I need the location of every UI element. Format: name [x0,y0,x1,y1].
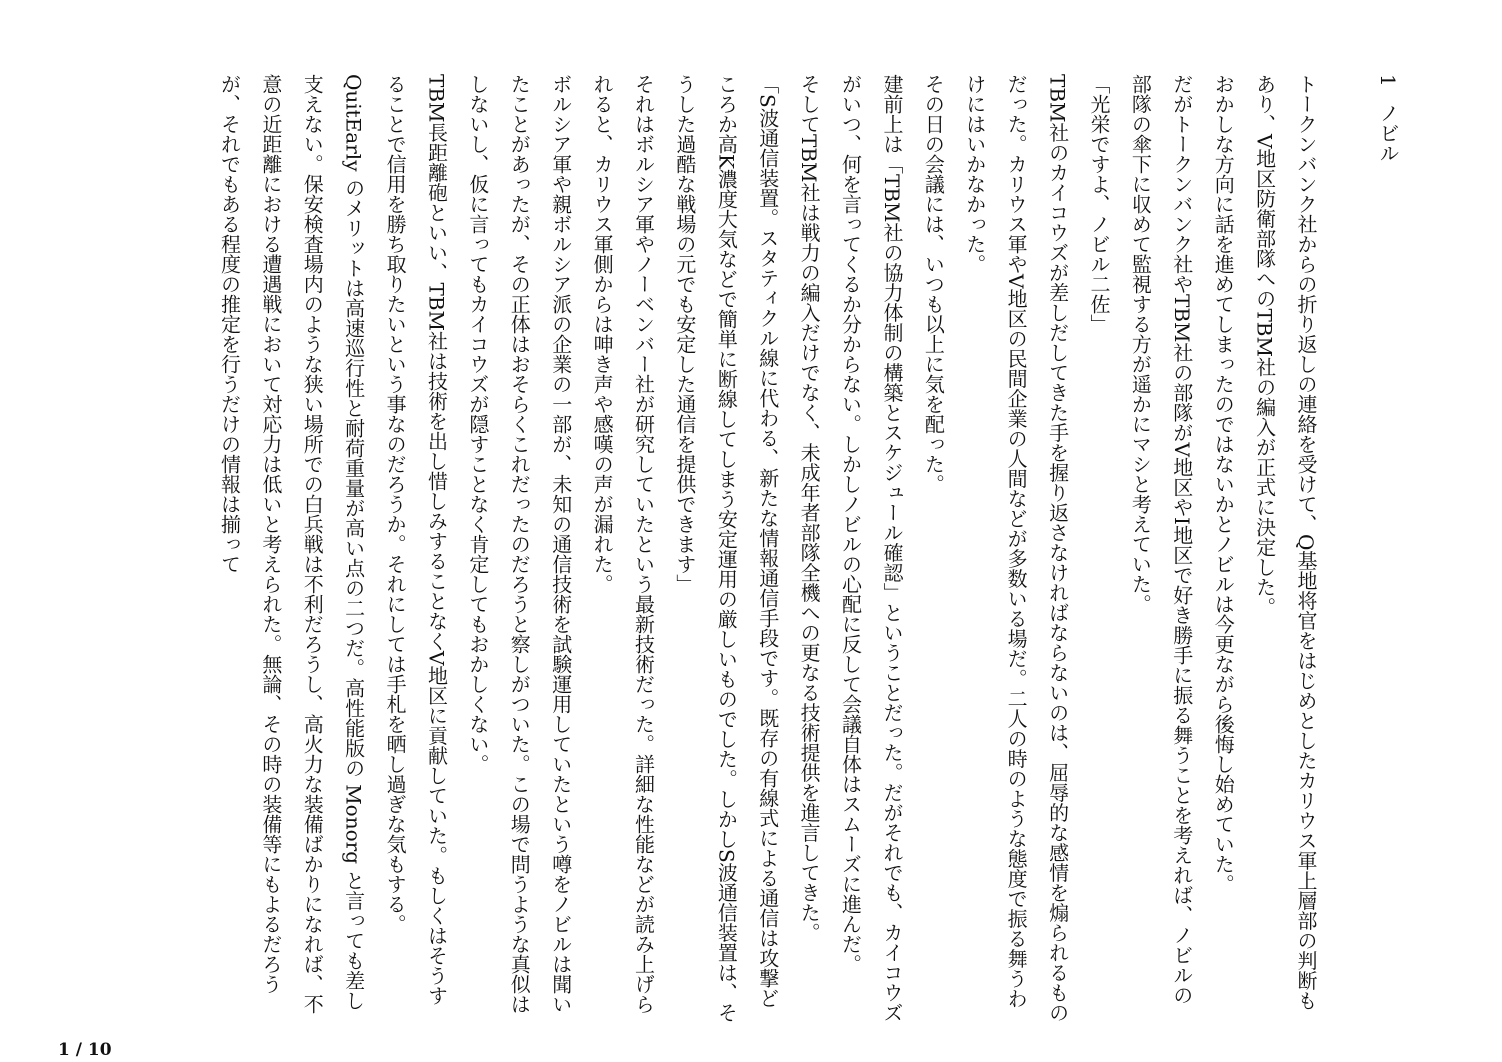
chapter-title: ノビル [1376,102,1400,163]
paragraph: トークンバンク社からの折り返しの連絡を受けて、Q基地将官をはじめとしたカリウス軍上層部の判断もあり、V地区防衛部隊へのTBM社の編入が正式に決定した。 [1252,74,1318,1011]
paragraph: おかしな方向に話を進めてしまったのではないかとノビルは今更ながら後悔し始めていた。 [1211,74,1236,894]
paragraph: QuitEarly のメリットは高速巡行性と耐荷重量が高い点の二つだ。高性能版の Monorg と言っても差し支えない。保安検査場内のような狭い場所での白兵戦は不利だろうし、高火力な装備ばかりになれば、不意の近距離における遭遇戦において対応力は低いと考えられた。無論、その時の装備等にもよるだろうが、それでもある程度の推定を行うだけの情報は揃って [217,74,366,1014]
paragraph: だがトークンバンク社やTBM社の部隊がV地区やI地区で好き勝手に振る舞うことを考えれば、ノビルの部隊の傘下に収めて監視する方が遥かにマシと考えていた。 [1128,74,1194,1005]
page-indicator: 1 / 10 [58,1040,112,1060]
paragraph: ボルシア軍や親ボルシア派の企業の一部が、未知の通信技術を試験運用していたという噂をノビルは聞いたことがあったが、その正体はおそらくこれだったのだろうと察しがついた。この場で問うような真似はしないし、仮に言ってもカイコウズが隠すことなく肯定してもおかしくない。 [465,74,573,1014]
chapter-number: 1 [1376,74,1400,87]
paragraph: TBM社のカイコウズが差しだしてきた手を握り返さなければならないのは、屈辱的な感情を煽られるものだった。カリウス軍やV地区の民間企業の人間などが多数いる場だ。二人の時のような態度で振る舞うわけにはいかなかった。 [962,74,1070,1023]
paragraph: それはボルシア軍やノーベンバー社が研究していたという最新技術だった。詳細な性能などが読み上げられると、カリウス軍側からは呻き声や感嘆の声が漏れた。 [590,74,656,1014]
paragraph: 建前上は「TBM社の協力体制の構築とスケジュール確認」ということだった。だがそれでも、カイコウズがいつ、何を言ってくるか分からない。しかしノビルの心配に反して会議自体はスムーズに進んだ。 [838,74,904,1023]
paragraph: TBM長距離砲といい、TBM社は技術を出し惜しみすることなくV地区に貢献していた。もしくはそうすることで信用を勝ち取りたいという事なのだろうか。それにしては手札を晒し過ぎな気もする。 [383,74,449,1006]
chapter-heading [1366,74,1410,314]
paragraph: そしてTBM社は戦力の編入だけでなく、未成年者部隊全機への更なる技術提供を進言してきた。 [797,74,822,943]
paragraph: 「光栄ですよ、ノビル二佐」 [1086,74,1111,334]
paragraph: 「S波通信装置。スタティクル線に代わる、新たな情報通信手段です。既存の有線式による通信は攻撃どころか高K濃度大気などで簡単に断線してしまう安定運用の厳しいものでした。しかしS波通信装置は、そうした過酷な戦場の元でも安定した通信を提供できます」 [672,74,780,1023]
paragraph: その日の会議には、いつも以上に気を配った。 [921,74,946,494]
body-text [72,74,1326,1024]
